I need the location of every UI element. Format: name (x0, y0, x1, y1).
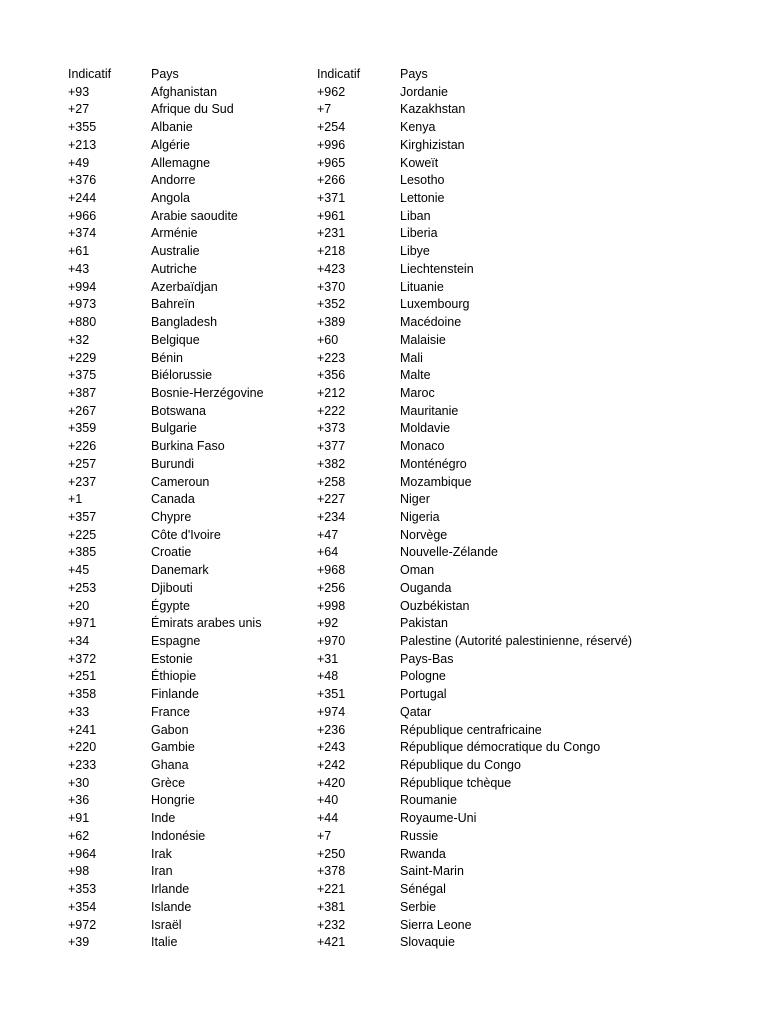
table-row (317, 739, 757, 757)
country-name: Kazakhstan (400, 102, 466, 117)
dialing-code: +420 (317, 775, 346, 790)
country-name: République tchèque (400, 775, 512, 790)
country-name: Finlande (151, 687, 199, 702)
country-name: Mali (400, 350, 423, 365)
country-name: Pays-Bas (400, 651, 454, 666)
dialing-code: +358 (68, 687, 97, 702)
dialing-code: +257 (68, 456, 97, 471)
dialing-code: +421 (317, 935, 346, 950)
dialing-code: +45 (68, 563, 90, 578)
dialing-code: +243 (317, 740, 346, 755)
dialing-code: +60 (317, 332, 339, 347)
country-name: Sierra Leone (400, 917, 472, 932)
table-row (317, 172, 757, 190)
dialing-code: +92 (317, 616, 339, 631)
dialing-code: +32 (68, 332, 90, 347)
table-row (317, 84, 757, 102)
country-name: Albanie (151, 120, 193, 135)
country-name: Afghanistan (151, 84, 218, 99)
country-name: Côte d'Ivoire (151, 527, 221, 542)
country-name: Belgique (151, 332, 200, 347)
table-row (317, 704, 757, 722)
table-row (317, 190, 757, 208)
dialing-code: +964 (68, 846, 97, 861)
dialing-code: +31 (317, 651, 339, 666)
table-row (317, 863, 757, 881)
country-name: Irak (151, 846, 172, 861)
dialing-code: +998 (317, 598, 346, 613)
dialing-code: +7 (317, 828, 332, 843)
country-name: Kirghizistan (400, 137, 465, 152)
country-name: Gabon (151, 722, 189, 737)
dialing-code: +98 (68, 864, 90, 879)
country-name: Liban (400, 208, 431, 223)
country-name: Russie (400, 828, 439, 843)
country-name: Inde (151, 811, 176, 826)
dialing-code: +30 (68, 775, 90, 790)
dialing-code: +232 (317, 917, 346, 932)
country-name: Australie (151, 244, 200, 259)
country-name: Algérie (151, 137, 190, 152)
country-name: Éthiopie (151, 669, 197, 684)
dialing-code: +225 (68, 527, 97, 542)
country-name: Islande (151, 899, 192, 914)
dialing-code: +267 (68, 403, 97, 418)
table-row (317, 881, 757, 899)
country-name: Luxembourg (400, 297, 470, 312)
country-name: Arménie (151, 226, 198, 241)
table-row (317, 544, 757, 562)
dialing-code: +251 (68, 669, 97, 684)
table-row (317, 828, 757, 846)
dialing-code: +972 (68, 917, 97, 932)
dialing-code: +20 (68, 598, 90, 613)
table-row (317, 491, 757, 509)
dialing-code: +357 (68, 509, 97, 524)
country-code-table-right (317, 66, 757, 952)
dialing-code: +237 (68, 474, 97, 489)
dialing-code: +223 (317, 350, 346, 365)
dialing-code: +966 (68, 208, 97, 223)
country-name: Grèce (151, 775, 186, 790)
dialing-code: +212 (317, 385, 346, 400)
country-name: Moldavie (400, 421, 451, 436)
country-name: Botswana (151, 403, 206, 418)
table-row (317, 810, 757, 828)
dialing-code: +93 (68, 84, 90, 99)
country-name: Sénégal (400, 882, 446, 897)
country-name: Maroc (400, 385, 435, 400)
table-row (317, 899, 757, 917)
table-row (317, 261, 757, 279)
country-name: Angola (151, 191, 190, 206)
country-name: Croatie (151, 545, 192, 560)
dialing-code: +218 (317, 244, 346, 259)
country-name: Liberia (400, 226, 438, 241)
country-name: Lituanie (400, 279, 444, 294)
country-name: Émirats arabes unis (151, 616, 262, 631)
country-name: Nouvelle-Zélande (400, 545, 498, 560)
dialing-code: +378 (317, 864, 346, 879)
table-row (317, 598, 757, 616)
country-name: Niger (400, 492, 430, 507)
table-row (317, 757, 757, 775)
dialing-code: +40 (317, 793, 339, 808)
country-name: Israël (151, 917, 182, 932)
country-name: Bulgarie (151, 421, 197, 436)
table-row (317, 527, 757, 545)
dialing-code: +351 (317, 687, 346, 702)
dialing-code: +973 (68, 297, 97, 312)
dialing-code: +62 (68, 828, 90, 843)
dialing-code: +253 (68, 580, 97, 595)
country-name: Bosnie-Herzégovine (151, 385, 264, 400)
country-name: Libye (400, 244, 430, 259)
table-row (317, 332, 757, 350)
table-row (317, 474, 757, 492)
dialing-code: +375 (68, 368, 97, 383)
table-row (317, 296, 757, 314)
dialing-code: +423 (317, 261, 346, 276)
country-name: Portugal (400, 687, 447, 702)
table-row (317, 420, 757, 438)
country-name: Malaisie (400, 332, 446, 347)
dialing-code: +231 (317, 226, 346, 241)
country-name: Kenya (400, 120, 436, 135)
dialing-code: +61 (68, 244, 90, 259)
country-name: République démocratique du Congo (400, 740, 601, 755)
country-name: Lesotho (400, 173, 445, 188)
dialing-code: +359 (68, 421, 97, 436)
dialing-code: +250 (317, 846, 346, 861)
dialing-code: +49 (68, 155, 90, 170)
dialing-code: +34 (68, 634, 90, 648)
country-name: Norvège (400, 527, 448, 542)
table-row (317, 934, 757, 952)
dialing-code: +33 (68, 704, 90, 719)
dialing-code: +7 (317, 102, 332, 117)
dialing-code: +244 (68, 191, 97, 206)
dialing-code: +64 (317, 545, 339, 560)
dialing-code: +968 (317, 563, 346, 578)
dialing-code: +353 (68, 882, 97, 897)
country-name: Royaume-Uni (400, 811, 477, 826)
header-code: Indicatif (317, 67, 361, 81)
country-name: Jordanie (400, 84, 448, 99)
dialing-code: +355 (68, 120, 97, 135)
dialing-code: +377 (317, 439, 346, 454)
country-name: Burundi (151, 456, 195, 471)
table-row (317, 403, 757, 421)
country-name: Qatar (400, 704, 432, 719)
country-name: Pologne (400, 669, 446, 684)
dialing-code: +47 (317, 527, 339, 542)
table-row (317, 775, 757, 793)
dialing-code: +381 (317, 899, 346, 914)
country-name: Lettonie (400, 191, 445, 206)
dialing-code: +352 (317, 297, 346, 312)
table-row (317, 917, 757, 935)
country-name: Bénin (151, 350, 183, 365)
country-name: Palestine (Autorité palestinienne, réservé) (400, 634, 633, 648)
table-header (317, 66, 757, 84)
table-row (317, 225, 757, 243)
dialing-code: +258 (317, 474, 346, 489)
country-name: Bahreïn (151, 297, 195, 312)
table-row (317, 119, 757, 137)
dialing-code: +389 (317, 315, 346, 330)
country-name: Ghana (151, 758, 189, 773)
dialing-code: +256 (317, 580, 346, 595)
country-name: Azerbaïdjan (151, 279, 218, 294)
dialing-code: +996 (317, 137, 346, 152)
dialing-code: +241 (68, 722, 97, 737)
dialing-code: +994 (68, 279, 97, 294)
dialing-code: +373 (317, 421, 346, 436)
dialing-code: +91 (68, 811, 90, 826)
country-name: Arabie saoudite (151, 208, 238, 223)
country-name: Mauritanie (400, 403, 459, 418)
dialing-code: +36 (68, 793, 90, 808)
dialing-code: +222 (317, 403, 346, 418)
dialing-code: +962 (317, 84, 346, 99)
country-name: Italie (151, 935, 178, 950)
dialing-code: +44 (317, 811, 339, 826)
dialing-code: +43 (68, 261, 90, 276)
dialing-code: +233 (68, 758, 97, 773)
table-row (317, 385, 757, 403)
country-name: Serbie (400, 899, 437, 914)
country-name: Koweït (400, 155, 439, 170)
table-row (317, 101, 757, 119)
dialing-code: +227 (317, 492, 346, 507)
dialing-code: +266 (317, 173, 346, 188)
country-name: Rwanda (400, 846, 446, 861)
dialing-code: +880 (68, 315, 97, 330)
dialing-code: +229 (68, 350, 97, 365)
dialing-code: +221 (317, 882, 346, 897)
country-name: Gambie (151, 740, 195, 755)
table-row (317, 615, 757, 633)
dialing-code: +27 (68, 102, 90, 117)
dialing-code: +226 (68, 439, 97, 454)
table-row (317, 314, 757, 332)
dialing-code: +961 (317, 208, 346, 223)
dialing-code: +220 (68, 740, 97, 755)
dialing-code: +213 (68, 137, 97, 152)
table-body (317, 84, 757, 952)
dialing-code: +356 (317, 368, 346, 383)
country-name: Biélorussie (151, 368, 213, 383)
dialing-code: +970 (317, 634, 346, 648)
table-row (317, 686, 757, 704)
country-name: Burkina Faso (151, 439, 225, 454)
country-name: Liechtenstein (400, 261, 474, 276)
dialing-code: +254 (317, 120, 346, 135)
dialing-code: +39 (68, 935, 90, 950)
dialing-code: +385 (68, 545, 97, 560)
country-name: République centrafricaine (400, 722, 542, 737)
table-row (317, 155, 757, 173)
table-row (317, 722, 757, 740)
country-name: France (151, 704, 190, 719)
dialing-code: +370 (317, 279, 346, 294)
table-row (317, 562, 757, 580)
table-row (317, 243, 757, 261)
table-row (317, 438, 757, 456)
dialing-code: +965 (317, 155, 346, 170)
country-name: Afrique du Sud (151, 102, 234, 117)
dialing-code: +48 (317, 669, 339, 684)
dialing-code: +371 (317, 191, 346, 206)
dialing-code: +242 (317, 758, 346, 773)
dialing-code: +1 (68, 492, 83, 507)
country-name: Mozambique (400, 474, 472, 489)
dialing-code: +376 (68, 173, 97, 188)
table-row (317, 509, 757, 527)
header-code: Indicatif (68, 67, 112, 81)
country-name: Hongrie (151, 793, 195, 808)
dialing-code: +387 (68, 385, 97, 400)
country-name: Malte (400, 368, 431, 383)
dialing-code: +236 (317, 722, 346, 737)
country-name: Pakistan (400, 616, 448, 631)
table-row (317, 792, 757, 810)
header-country: Pays (151, 67, 179, 81)
country-name: Roumanie (400, 793, 457, 808)
table-row (317, 668, 757, 686)
country-name: Danemark (151, 563, 209, 578)
country-name: Chypre (151, 509, 192, 524)
table-row (317, 846, 757, 864)
country-name: Ouganda (400, 580, 452, 595)
country-name: Indonésie (151, 828, 206, 843)
table-row (317, 456, 757, 474)
country-name: Estonie (151, 651, 193, 666)
country-name: Cameroun (151, 474, 210, 489)
table-row (317, 137, 757, 155)
country-name: Ouzbékistan (400, 598, 470, 613)
table-row (317, 633, 757, 651)
country-name: Iran (151, 864, 173, 879)
country-name: Nigeria (400, 509, 440, 524)
dialing-code: +382 (317, 456, 346, 471)
country-name: Monténégro (400, 456, 467, 471)
table-row (317, 279, 757, 297)
table-row (317, 208, 757, 226)
country-name: Slovaquie (400, 935, 455, 950)
dialing-code: +374 (68, 226, 97, 241)
country-name: Saint-Marin (400, 864, 464, 879)
country-name: Bangladesh (151, 315, 218, 330)
table-row (317, 367, 757, 385)
country-name: Autriche (151, 261, 197, 276)
country-name: Monaco (400, 439, 445, 454)
country-name: Égypte (151, 598, 190, 613)
table-row (317, 580, 757, 598)
country-name: Canada (151, 492, 195, 507)
dialing-code: +372 (68, 651, 97, 666)
country-name: Oman (400, 563, 435, 578)
country-name: Espagne (151, 634, 201, 648)
table-row (317, 651, 757, 669)
dialing-code: +971 (68, 616, 97, 631)
country-name: Allemagne (151, 155, 211, 170)
dialing-code: +974 (317, 704, 346, 719)
dialing-code: +234 (317, 509, 346, 524)
country-name: Macédoine (400, 315, 462, 330)
country-name: Irlande (151, 882, 190, 897)
country-name: République du Congo (400, 758, 521, 773)
country-name: Andorre (151, 173, 196, 188)
table-row (317, 350, 757, 368)
country-name: Djibouti (151, 580, 193, 595)
header-country: Pays (400, 67, 428, 81)
dialing-code: +354 (68, 899, 97, 914)
